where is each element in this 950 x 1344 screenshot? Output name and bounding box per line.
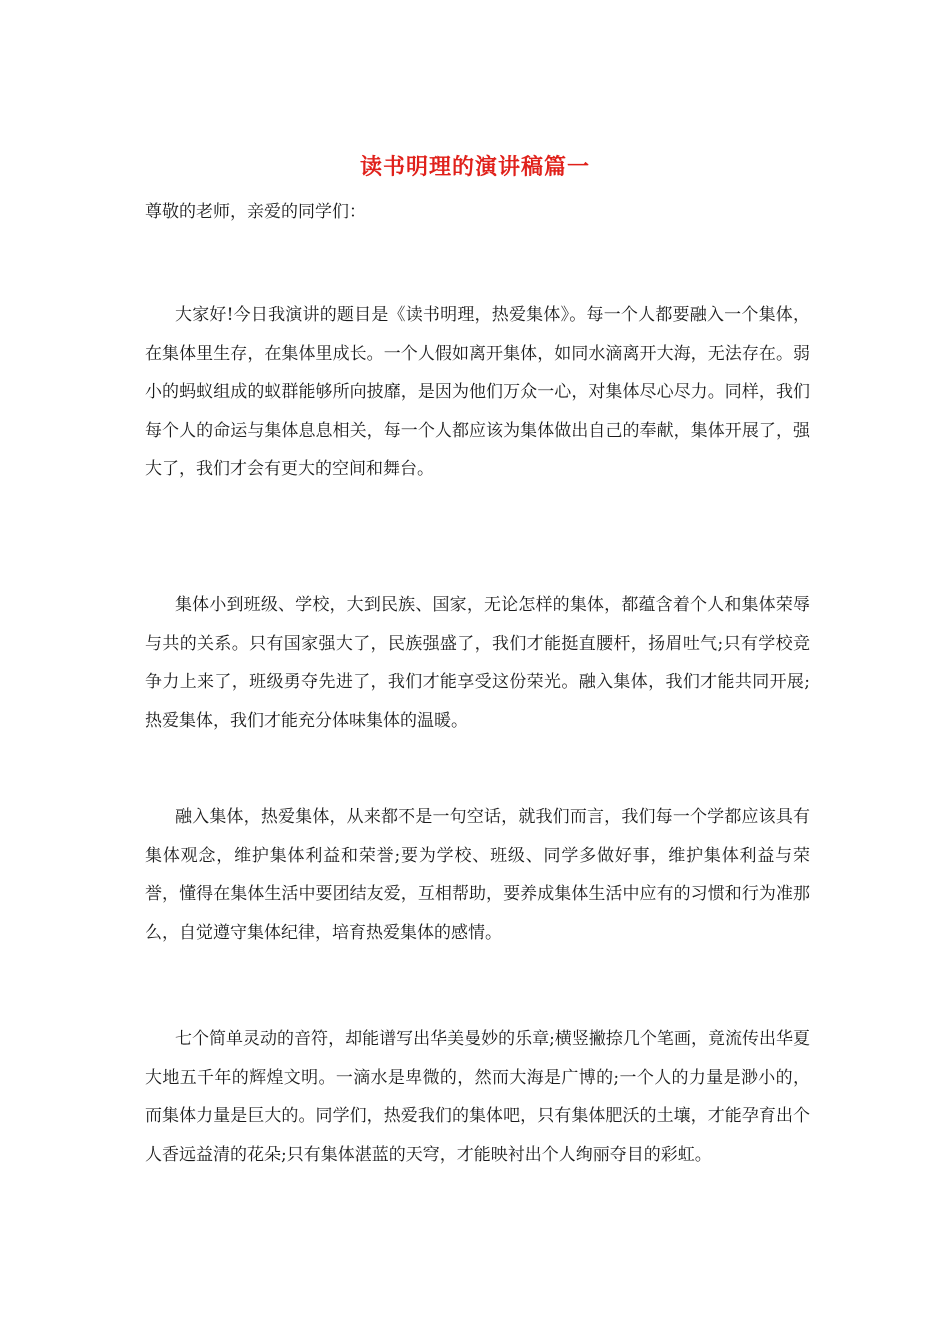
page-title: 读书明理的演讲稿篇一 <box>359 154 590 180</box>
paragraph-2: 集体小到班级、学校，大到民族、国家，无论怎样的集体，都蕴含着个人和集体荣辱与共的关系。只有国家强大了，民族强盛了，我们才能挺直腰杆，扬眉吐气;只有学校竞争力上来了，班级勇夺先进了，我们才能享受这份荣光。融入集体，我们才能共同开展;热爱集体，我们才能充分体味集体的温暖。 <box>145 595 810 731</box>
salutation: 尊敬的老师，亲爱的同学们： <box>145 202 366 222</box>
paragraph-1: 大家好!今日我演讲的题目是《读书明理，热爱集体》。每一个人都要融入一个集体，在集体里生存，在集体里成长。一个人假如离开集体，如同水滴离开大海，无法存在。弱小的蚂蚁组成的蚁群能够所向披靡，是因为他们万众一心，对集体尽心尽力。同样，我们每个人的命运与集体息息相关，每一个人都应该为集体做出自己的奉献，集体开展了，强大了，我们才会有更大的空间和舞台。 <box>145 305 810 479</box>
paragraph-3: 融入集体，热爱集体，从来都不是一句空话，就我们而言，我们每一个学都应该具有集体观念，维护集体利益和荣誉;要为学校、班级、同学多做好事，维护集体利益与荣誉，懂得在集体生活中要团结友爱，互相帮助，要养成集体生活中应有的习惯和行为准那么，自觉遵守集体纪律，培育热爱集体的感情。 <box>145 807 810 943</box>
paragraph-4: 七个简单灵动的音符，却能谱写出华美曼妙的乐章;横竖撇捺几个笔画，竟流传出华夏大地五千年的辉煌文明。一滴水是卑微的，然而大海是广博的;一个人的力量是渺小的，而集体力量是巨大的。同学们，热爱我们的集体吧，只有集体肥沃的土壤，才能孕育出个人香远益清的花朵;只有集体湛蓝的天穹，才能映衬出个人绚丽夺目的彩虹。 <box>145 1029 810 1165</box>
